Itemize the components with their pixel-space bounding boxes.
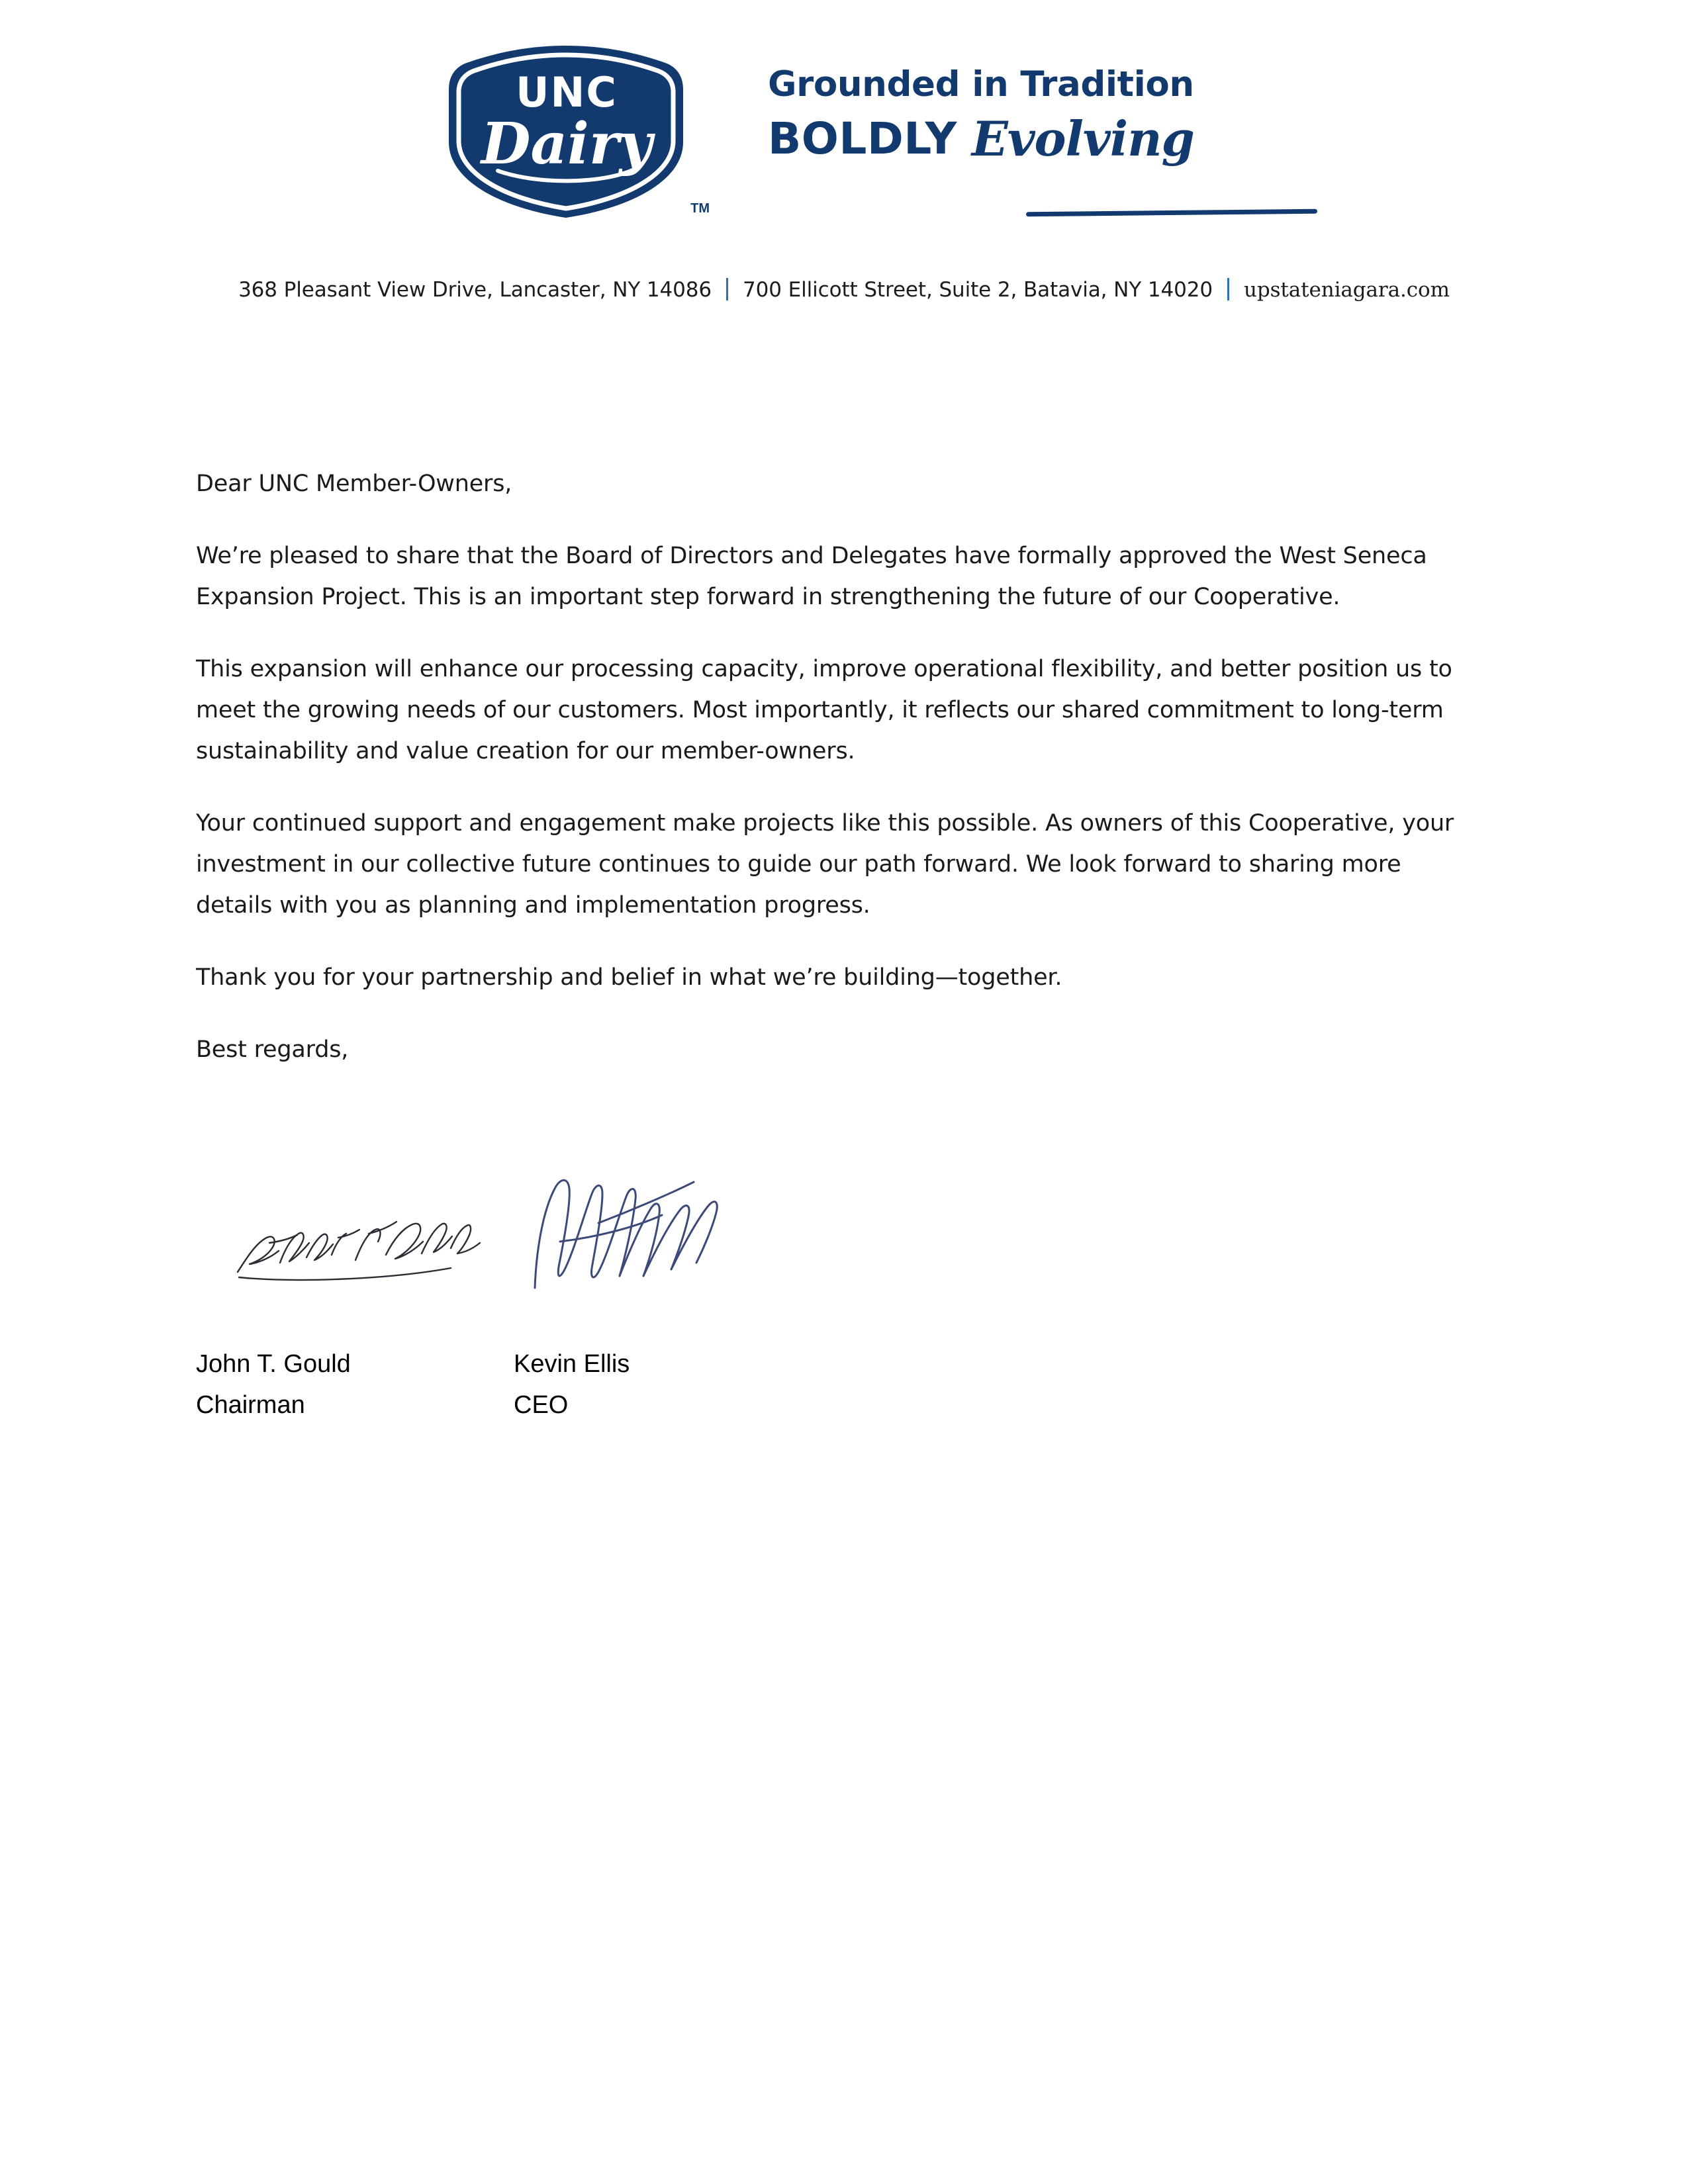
signatory-2-name: Kevin Ellis — [514, 1350, 630, 1378]
signatory-1-name: John T. Gould — [196, 1350, 351, 1378]
handwritten-signature-kevin-ellis — [520, 1171, 739, 1304]
svg-text:Dairy: Dairy — [481, 111, 653, 177]
paragraph-3: Your continued support and engagement make projects like this possible. As owners of this Cooperative, your investment in our collective future continues to guide our path forward. We look forward to sharing more details with you as planning and implementation progress. — [196, 810, 1454, 919]
unc-dairy-logo — [437, 43, 710, 228]
tagline-line-1: Grounded in Tradition — [768, 64, 1194, 105]
tagline-line-2 — [768, 110, 1364, 167]
paragraph-1: We’re pleased to share that the Board of Directors and Delegates have formally approved the West Seneca Expansion Project. This is an important step forward in strengthening the future of our Cooperative. — [196, 543, 1427, 610]
signatory-2 — [514, 1343, 911, 1426]
signatory-1-title: Chairman — [196, 1391, 305, 1419]
paragraph-2: This expansion will enhance our processing capacity, improve operational flexibility, and better position us to meet the growing needs of our customers. Most importantly, it reflects our shared commitment to long-term sustainability and value creation for our member-owners. — [196, 656, 1452, 764]
salutation: Dear UNC Member-Owners, — [196, 471, 512, 497]
logo-shield-icon — [437, 43, 695, 222]
letter-body — [196, 463, 1480, 1070]
address-bar — [0, 278, 1688, 302]
address-location-1: 368 Pleasant View Drive, Lancaster, NY 14086 — [238, 278, 712, 302]
address-divider-1 — [726, 278, 728, 300]
address-divider-2 — [1227, 278, 1229, 300]
website-link[interactable]: upstateniagara.com — [1243, 278, 1450, 302]
svg-text:UNC: UNC — [516, 68, 618, 116]
handwritten-signature-john-t-gould — [232, 1211, 484, 1297]
signatory-2-title: CEO — [514, 1391, 569, 1419]
tagline-underline-flourish — [1026, 209, 1317, 217]
address-location-2: 700 Ellicott Street, Suite 2, Batavia, NY 14020 — [743, 278, 1213, 302]
signature-images — [196, 1205, 1123, 1337]
tagline-boldly: BOLDLY — [768, 113, 957, 164]
paragraph-4: Thank you for your partnership and belief in what we’re building—together. — [196, 964, 1062, 991]
tagline-evolving: Evolving — [971, 110, 1194, 167]
logo-trademark: TM — [690, 201, 710, 216]
letterhead — [0, 36, 1688, 248]
closing-line: Best regards, — [196, 1036, 349, 1063]
signatory-1 — [196, 1343, 514, 1426]
signature-names — [196, 1343, 1189, 1426]
tagline-block — [768, 64, 1364, 167]
